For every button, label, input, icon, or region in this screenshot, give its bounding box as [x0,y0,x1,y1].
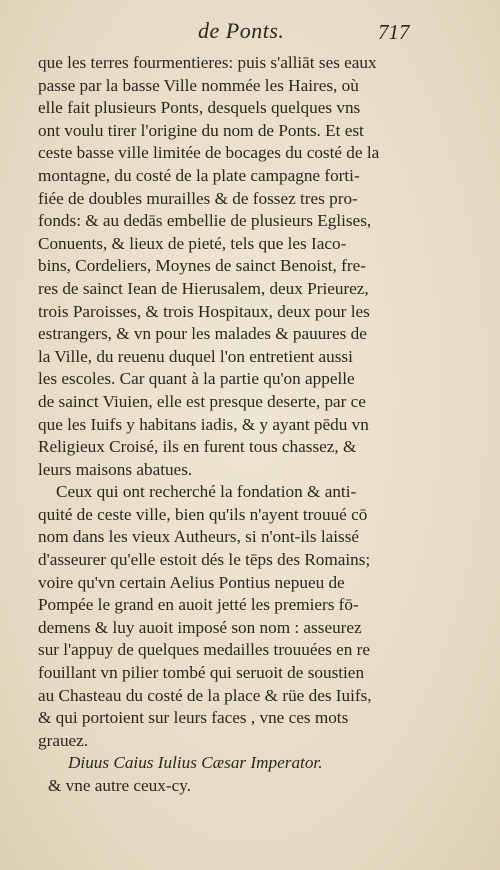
text-line: fonds: & au dedās embellie de plusieurs Eglises, [38,211,372,231]
text-line: elle fait plusieurs Ponts, desquels quelques vns [38,98,361,118]
text-line: sur l'appuy de quelques medailles trouuées en re [38,640,370,660]
text-line: que les terres fourmentieres: puis s'alliāt ses eaux [38,53,377,72]
page-header [0,16,500,48]
text-line: Pompée le grand en auoit jetté les premiers fō- [38,595,359,615]
page-number: 717 [378,20,410,44]
text-line: ont voulu tirer l'origine du nom de Ponts. Et est [38,120,364,140]
text-line: fouillant vn pilier tombé qui seruoit de soustien [38,663,365,683]
running-title: de Ponts. [198,18,285,43]
text-line: res de sainct Iean de Hierusalem, deux Prieurez, [38,278,369,298]
text-line: de sainct Viuien, elle est presque deserte, par ce [38,391,366,411]
text-line: & qui portoient sur leurs faces , vne ces mots [38,708,349,728]
text-line: demens & luy auoit imposé son nom : asseurez [38,617,362,637]
text-line: fiée de doubles murailles & de fossez tres pro- [38,188,358,208]
text-line: la Ville, du reuenu duquel l'on entretient aussi [38,346,353,366]
text-line: ceste basse ville limitée de bocages du costé de la [38,143,380,163]
text-line: au Chasteau du costé de la place & rüe des Iuifs, [38,685,372,705]
text-line: nom dans les vieux Autheurs, si n'ont-ils laissé [38,527,360,547]
closing-line: & vne autre ceux-cy. [48,776,191,795]
text-line: Religieux Croisé, ils en furent tous chassez, & [38,437,357,457]
text-line: montagne, du costé de la plate campagne forti- [38,165,360,185]
text-line: quité de ceste ville, bien qu'ils n'ayent trouué cō [38,504,368,524]
paragraph-1 [38,52,418,481]
inscription: Diuus Caius Iulius Cæsar Imperator. [68,753,323,773]
text-line: Ceux qui ont recherché la fondation & anti- [56,482,357,502]
text-line: passe par la basse Ville nommée les Haires, où [38,75,359,95]
paragraph-2 [38,481,418,752]
text-line: voire qu'vn certain Aelius Pontius nepueu de [38,572,345,592]
text-line: bins, Cordeliers, Moynes de sainct Benoist, fre- [38,256,366,276]
text-line: trois Paroisses, & trois Hospitaux, deux pour les [38,301,370,321]
body-text [38,52,418,798]
text-line: grauez. [38,730,89,750]
text-line: leurs maisons abatues. [38,459,193,479]
text-line: les escoles. Car quant à la partie qu'on appelle [38,369,355,389]
text-line: estrangers, & vn pour les malades & pauures de [38,324,367,344]
text-line: d'asseurer qu'elle estoit dés le tēps des Romains; [38,550,371,570]
text-line: Conuents, & lieux de pieté, tels que les Iaco- [38,233,347,253]
text-line: que les Iuifs y habitans iadis, & y ayant pēdu vn [38,414,369,434]
